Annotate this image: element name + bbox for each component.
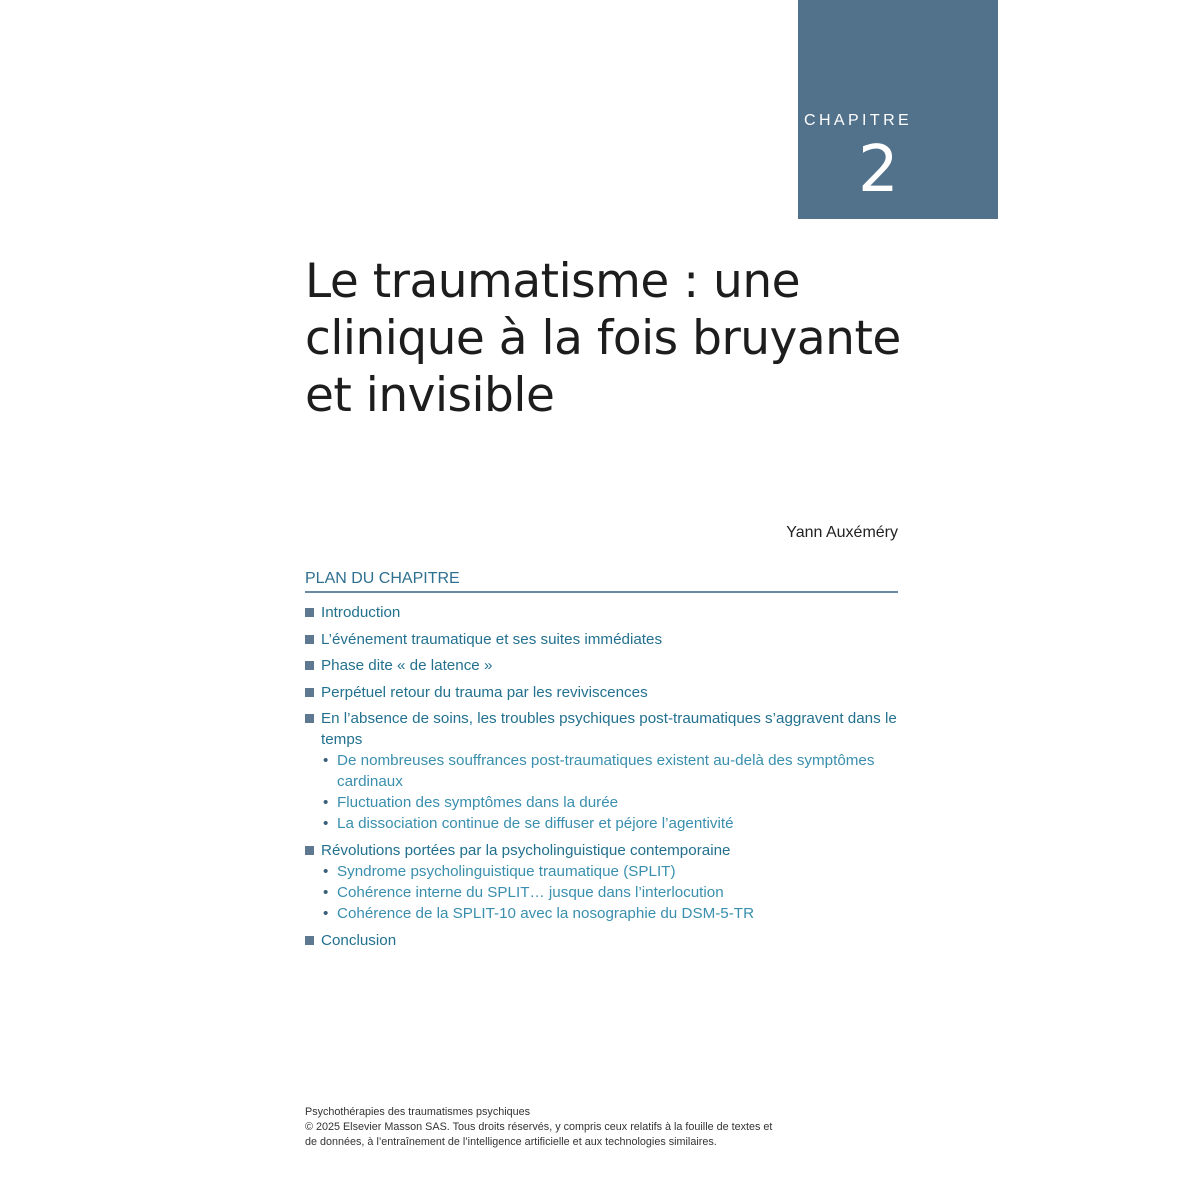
author-name: Yann Auxéméry	[786, 524, 898, 541]
plan-list	[305, 602, 898, 956]
plan-subitem[interactable]	[321, 750, 898, 792]
plan-item-label[interactable]: Phase dite « de latence »	[321, 657, 493, 675]
square-bullet-icon	[305, 846, 314, 855]
plan-item[interactable]	[305, 708, 898, 834]
chapter-title: Le traumatisme : une clinique à la fois bruyante et invisible	[305, 254, 901, 423]
square-bullet-icon	[305, 608, 314, 617]
plan-subitem[interactable]	[321, 861, 898, 882]
dot-bullet-icon: •	[323, 883, 329, 901]
dot-bullet-icon: •	[323, 862, 329, 880]
square-bullet-icon	[305, 661, 314, 670]
plan-item-label[interactable]: En l’absence de soins, les troubles psychiques post-traumatiques s’aggravent dans le temps	[321, 710, 897, 749]
square-bullet-icon	[305, 936, 314, 945]
plan-subitem-label[interactable]: Fluctuation des symptômes dans la durée	[337, 794, 619, 812]
footer-book-title: Psychothérapies des traumatismes psychiques	[305, 1106, 531, 1118]
chapter-badge	[798, 0, 998, 219]
plan-subitem[interactable]	[321, 882, 898, 903]
plan-item-label[interactable]: Perpétuel retour du trauma par les reviviscences	[321, 683, 648, 701]
dot-bullet-icon: •	[323, 752, 329, 770]
plan-sublist	[321, 750, 898, 834]
plan-heading: PLAN DU CHAPITRE	[305, 570, 898, 593]
plan-subitem-label[interactable]: De nombreuses souffrances post-traumatiques existent au-delà des symptômes cardinaux	[337, 752, 875, 791]
square-bullet-icon	[305, 714, 314, 723]
chapter-label: CHAPITRE	[804, 112, 913, 129]
plan-item[interactable]	[305, 602, 898, 623]
dot-bullet-icon: •	[323, 815, 329, 833]
plan-item-label[interactable]: Révolutions portées par la psycholinguistique contemporaine	[321, 841, 731, 859]
plan-subitem[interactable]	[321, 903, 898, 924]
footer-copyright-line: de données, à l’entraînement de l’intelligence artificielle et aux technologies similaires.	[305, 1136, 717, 1148]
plan-item-label[interactable]: L’événement traumatique et ses suites immédiates	[321, 630, 663, 648]
copyright-footer	[305, 1105, 775, 1150]
plan-subitem[interactable]	[321, 792, 898, 813]
plan-item-label[interactable]: Conclusion	[321, 931, 397, 949]
dot-bullet-icon: •	[323, 904, 329, 922]
plan-subitem[interactable]	[321, 813, 898, 834]
dot-bullet-icon: •	[323, 794, 329, 812]
plan-subitem-label[interactable]: Cohérence de la SPLIT-10 avec la nosographie du DSM-5-TR	[337, 904, 755, 922]
plan-subitem-label[interactable]: La dissociation continue de se diffuser et péjore l’agentivité	[337, 815, 734, 833]
plan-item[interactable]	[305, 930, 898, 951]
plan-item[interactable]	[305, 682, 898, 703]
plan-sublist	[321, 861, 898, 924]
plan-item[interactable]	[305, 629, 898, 650]
footer-copyright-line: © 2025 Elsevier Masson SAS. Tous droits réservés, y compris ceux relatifs à la fouille de textes et	[305, 1121, 773, 1133]
plan-item[interactable]	[305, 655, 898, 676]
square-bullet-icon	[305, 635, 314, 644]
chapter-number: 2	[858, 133, 899, 207]
plan-subitem-label[interactable]: Cohérence interne du SPLIT… jusque dans l’interlocution	[337, 883, 724, 901]
plan-item[interactable]	[305, 840, 898, 924]
square-bullet-icon	[305, 688, 314, 697]
plan-subitem-label[interactable]: Syndrome psycholinguistique traumatique (SPLIT)	[337, 862, 676, 880]
plan-item-label[interactable]: Introduction	[321, 604, 401, 621]
